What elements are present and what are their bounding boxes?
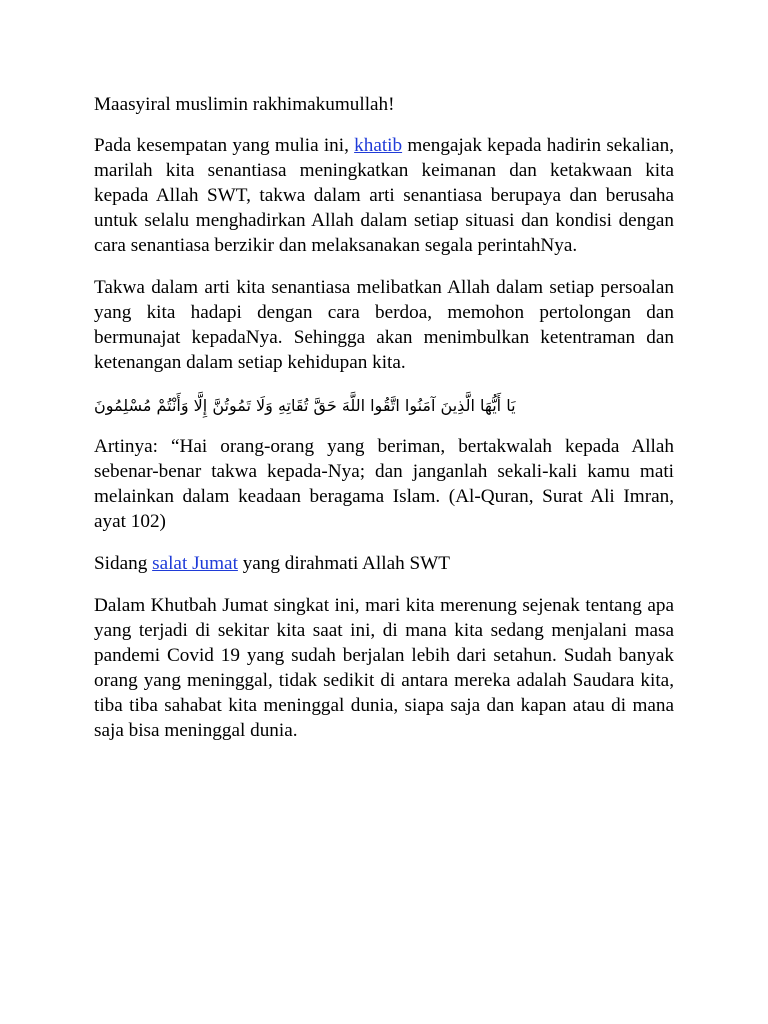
paragraph-salutation [94,551,674,576]
paragraph-taqwa-intro [94,133,674,258]
verse-translation: Artinya: “Hai orang-orang yang beriman, bertakwalah kepada Allah sebenar-benar takwa kepada-Nya; dan janganlah sekali-kali kamu mati melainkan dalam keadaan beragama Islam. (Al-Quran, Surat Ali Imran, ayat 102) [94,436,674,532]
paragraph-pandemic-reflection: Dalam Khutbah Jumat singkat ini, mari kita merenung sejenak tentang apa yang terjadi di sekitar kita saat ini, di mana kita sedang menjalani masa pandemi Covid 19 yang sudah berjalan lebih dari setahun. Sudah banyak orang yang meninggal, tidak sedikit di antara mereka adalah Saudara kita, tiba tiba sahabat kita meninggal dunia, siapa saja dan kapan atau di mana saja bisa meninggal dunia. [94,595,674,741]
arabic-verse-block [94,392,674,420]
salat-jumat-link[interactable]: salat Jumat [152,553,238,574]
paragraph-text: mengajak kepada hadirin sekalian, marilah kita senantiasa meningkatkan keimanan dan ketakwaan kita kepada Allah SWT, takwa dalam arti senantiasa berupaya dan berusaha untuk selalu menghadirkan Allah dalam setiap situasi dan kondisi dengan cara senantiasa berzikir dan melaksanakan segala perintahNya. [94,135,674,256]
khatib-link[interactable]: khatib [354,135,403,156]
paragraph-text: yang dirahmati Allah SWT [237,553,450,574]
paragraph-text: Sidang [94,553,153,574]
document-page [94,92,674,760]
greeting-line: Maasyiral muslimin rakhimakumullah! [94,94,395,115]
paragraph-taqwa-meaning: Takwa dalam arti kita senantiasa melibatkan Allah dalam setiap persoalan yang kita hadapi dengan cara berdoa, memohon pertolongan dan bermunajat kepadaNya. Sehingga akan menimbulkan ketentraman dan ketenangan dalam setiap kehidupan kita. [94,277,674,373]
paragraph-text: Pada kesempatan yang mulia ini, [94,135,355,156]
arabic-verse: يَا أَيُّهَا الَّذِينَ آمَنُوا اتَّقُوا اللَّهَ حَقَّ تُقَاتِهِ وَلَا تَمُوتُنَّ إِلَّا وَأَنْتُمْ مُسْلِمُونَ [94,396,516,415]
